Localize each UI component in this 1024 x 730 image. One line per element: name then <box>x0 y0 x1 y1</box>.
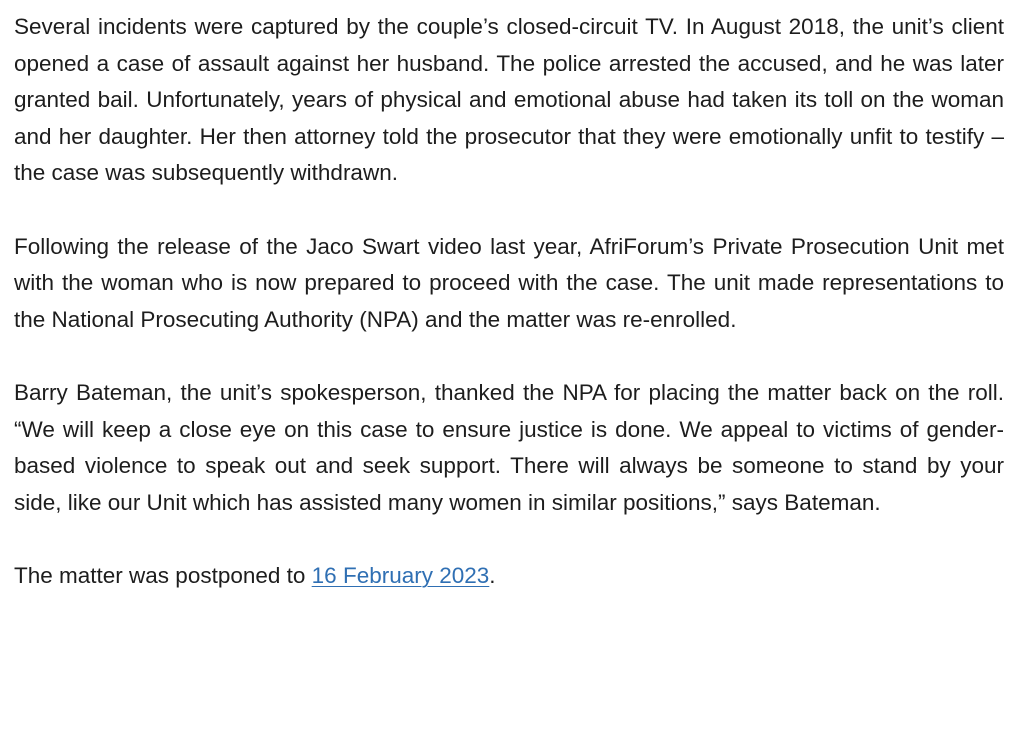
postponement-prefix: The matter was postponed to <box>14 562 312 588</box>
paragraph-spokesperson-quote: Barry Bateman, the unit’s spokesperson, thanked the NPA for placing the matter back on the roll. “We will keep a close eye on this case to ensure justice is done. We appeal to victims of gender-based violence to speak out and seek support. There will always be someone to stand by your side, like our Unit which has assisted many women in similar positions,” says Bateman. <box>14 379 1004 515</box>
postponement-suffix: . <box>489 562 496 588</box>
article-body <box>14 9 1004 595</box>
paragraph-postponement <box>14 558 1004 595</box>
postponement-date-link[interactable]: 16 February 2023 <box>311 562 490 588</box>
paragraph-incidents: Several incidents were captured by the couple’s closed-circuit TV. In August 2018, the unit’s client opened a case of assault against her husband. The police arrested the accused, and he was later granted bail. Unfortunately, years of physical and emotional abuse had taken its toll on the woman and her daughter. Her then attorney told the prosecutor that they were emotionally unfit to testify – the case was subsequently withdrawn. <box>14 14 1004 186</box>
paragraph-prosecution-unit: Following the release of the Jaco Swart video last year, AfriForum’s Private Prosecution Unit met with the woman who is now prepared to proceed with the case. The unit made representations to the National Prosecuting Authority (NPA) and the matter was re-enrolled. <box>14 233 1004 332</box>
